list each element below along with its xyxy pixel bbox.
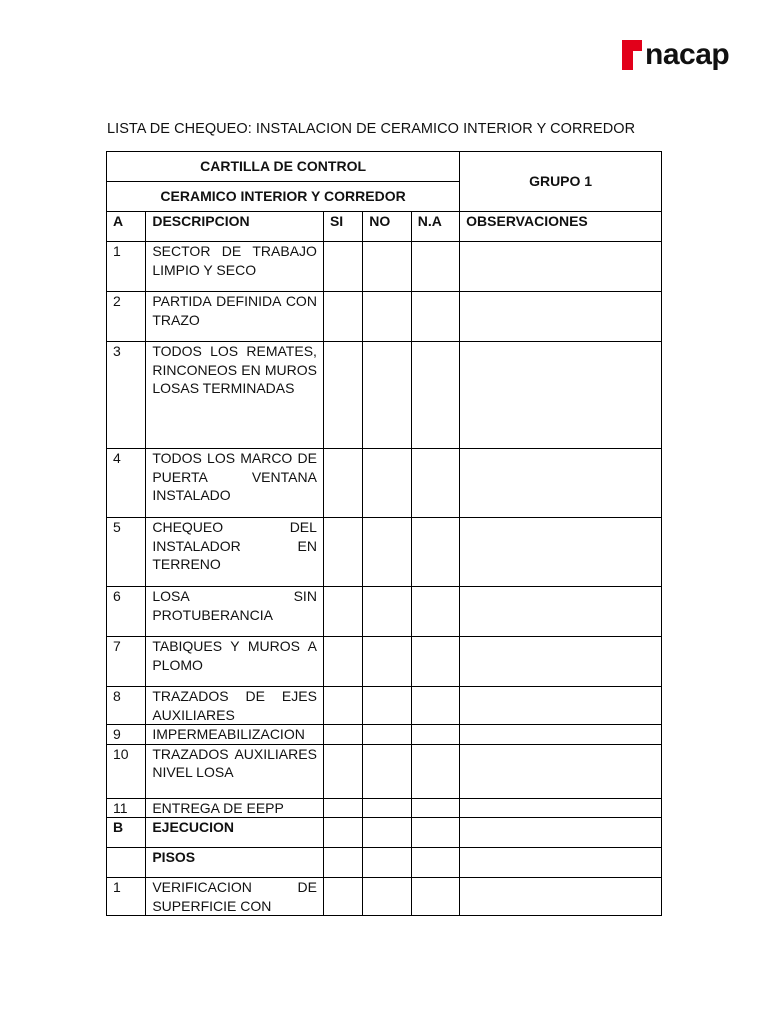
logo-mark-icon — [622, 40, 642, 70]
observaciones-cell[interactable] — [460, 587, 662, 637]
no-cell[interactable] — [363, 798, 411, 818]
item-description: TRAZADOS AUXILIARES NIVEL LOSA — [146, 744, 324, 798]
item-description: PARTIDA DEFINIDA CON TRAZO — [146, 292, 324, 342]
no-cell[interactable] — [363, 744, 411, 798]
item-number: 1 — [107, 242, 146, 292]
table-row — [107, 725, 662, 745]
item-description: TODOS LOS REMATES, RINCONEOS EN MUROS LOSAS TERMINADAS — [146, 342, 324, 449]
si-cell[interactable] — [323, 848, 362, 878]
observaciones-cell[interactable] — [460, 818, 662, 848]
table-row — [107, 637, 662, 687]
col-si-header: SI — [323, 212, 362, 242]
no-cell[interactable] — [363, 342, 411, 449]
no-cell[interactable] — [363, 242, 411, 292]
na-cell[interactable] — [411, 744, 459, 798]
item-description: VERIFICACION DE SUPERFICIE CON — [146, 878, 324, 916]
item-description: TABIQUES Y MUROS A PLOMO — [146, 637, 324, 687]
col-a-header: A — [107, 212, 146, 242]
observaciones-cell[interactable] — [460, 342, 662, 449]
section-b-label: B — [107, 818, 146, 848]
item-description: TRAZADOS DE EJES AUXILIARES — [146, 687, 324, 725]
logo-text: nacap — [645, 38, 730, 71]
si-cell[interactable] — [323, 587, 362, 637]
table-row — [107, 292, 662, 342]
checklist-table — [106, 151, 662, 916]
subsection-number — [107, 848, 146, 878]
si-cell[interactable] — [323, 725, 362, 745]
observaciones-cell[interactable] — [460, 518, 662, 587]
na-cell[interactable] — [411, 848, 459, 878]
control-card-title: CARTILLA DE CONTROL — [107, 152, 460, 182]
na-cell[interactable] — [411, 798, 459, 818]
item-number: 11 — [107, 798, 146, 818]
col-na-header: N.A — [411, 212, 459, 242]
item-description: ENTREGA DE EEPP — [146, 798, 324, 818]
item-description: SECTOR DE TRABAJO LIMPIO Y SECO — [146, 242, 324, 292]
no-cell[interactable] — [363, 292, 411, 342]
no-cell[interactable] — [363, 449, 411, 518]
checklist-subject: CERAMICO INTERIOR Y CORREDOR — [107, 182, 460, 212]
table-row — [107, 449, 662, 518]
na-cell[interactable] — [411, 449, 459, 518]
item-number: 5 — [107, 518, 146, 587]
no-cell[interactable] — [363, 518, 411, 587]
si-cell[interactable] — [323, 744, 362, 798]
no-cell[interactable] — [363, 848, 411, 878]
na-cell[interactable] — [411, 818, 459, 848]
table-row — [107, 242, 662, 292]
item-number: 9 — [107, 725, 146, 745]
observaciones-cell[interactable] — [460, 848, 662, 878]
item-number: 2 — [107, 292, 146, 342]
group-label: GRUPO 1 — [460, 152, 662, 212]
observaciones-cell[interactable] — [460, 878, 662, 916]
no-cell[interactable] — [363, 878, 411, 916]
table-row — [107, 342, 662, 449]
observaciones-cell[interactable] — [460, 798, 662, 818]
item-number: 1 — [107, 878, 146, 916]
si-cell[interactable] — [323, 242, 362, 292]
section-b-row — [107, 818, 662, 848]
observaciones-cell[interactable] — [460, 449, 662, 518]
observaciones-cell[interactable] — [460, 637, 662, 687]
observaciones-cell[interactable] — [460, 744, 662, 798]
item-description: CHEQUEO DEL INSTALADOR EN TERRENO — [146, 518, 324, 587]
na-cell[interactable] — [411, 687, 459, 725]
observaciones-cell[interactable] — [460, 725, 662, 745]
na-cell[interactable] — [411, 242, 459, 292]
item-description: TODOS LOS MARCO DE PUERTA VENTANA INSTALADO — [146, 449, 324, 518]
observaciones-cell[interactable] — [460, 292, 662, 342]
subsection-row — [107, 848, 662, 878]
observaciones-cell[interactable] — [460, 687, 662, 725]
item-number: 4 — [107, 449, 146, 518]
na-cell[interactable] — [411, 725, 459, 745]
item-number: 8 — [107, 687, 146, 725]
item-number: 7 — [107, 637, 146, 687]
item-number: 10 — [107, 744, 146, 798]
table-row — [107, 687, 662, 725]
si-cell[interactable] — [323, 637, 362, 687]
na-cell[interactable] — [411, 518, 459, 587]
col-no-header: NO — [363, 212, 411, 242]
subsection-title: PISOS — [146, 848, 324, 878]
no-cell[interactable] — [363, 818, 411, 848]
na-cell[interactable] — [411, 342, 459, 449]
item-number: 6 — [107, 587, 146, 637]
col-observaciones-header: OBSERVACIONES — [460, 212, 662, 242]
si-cell[interactable] — [323, 878, 362, 916]
na-cell[interactable] — [411, 878, 459, 916]
si-cell[interactable] — [323, 687, 362, 725]
table-row — [107, 744, 662, 798]
inacap-logo — [622, 38, 729, 72]
table-row — [107, 587, 662, 637]
na-cell[interactable] — [411, 292, 459, 342]
section-b-title: EJECUCION — [146, 818, 324, 848]
no-cell[interactable] — [363, 687, 411, 725]
item-number: 3 — [107, 342, 146, 449]
si-cell[interactable] — [323, 342, 362, 449]
table-row — [107, 878, 662, 916]
si-cell[interactable] — [323, 818, 362, 848]
column-header-row — [107, 212, 662, 242]
na-cell[interactable] — [411, 587, 459, 637]
si-cell[interactable] — [323, 292, 362, 342]
no-cell[interactable] — [363, 637, 411, 687]
no-cell[interactable] — [363, 587, 411, 637]
item-description: IMPERMEABILIZACION — [146, 725, 324, 745]
si-cell[interactable] — [323, 798, 362, 818]
col-descripcion-header: DESCRIPCION — [146, 212, 324, 242]
table-row — [107, 798, 662, 818]
si-cell[interactable] — [323, 449, 362, 518]
document-title: LISTA DE CHEQUEO: INSTALACION DE CERAMICO INTERIOR Y CORREDOR — [107, 121, 636, 137]
table-row — [107, 518, 662, 587]
no-cell[interactable] — [363, 725, 411, 745]
si-cell[interactable] — [323, 518, 362, 587]
na-cell[interactable] — [411, 637, 459, 687]
item-description: LOSA SIN PROTUBERANCIA — [146, 587, 324, 637]
observaciones-cell[interactable] — [460, 242, 662, 292]
